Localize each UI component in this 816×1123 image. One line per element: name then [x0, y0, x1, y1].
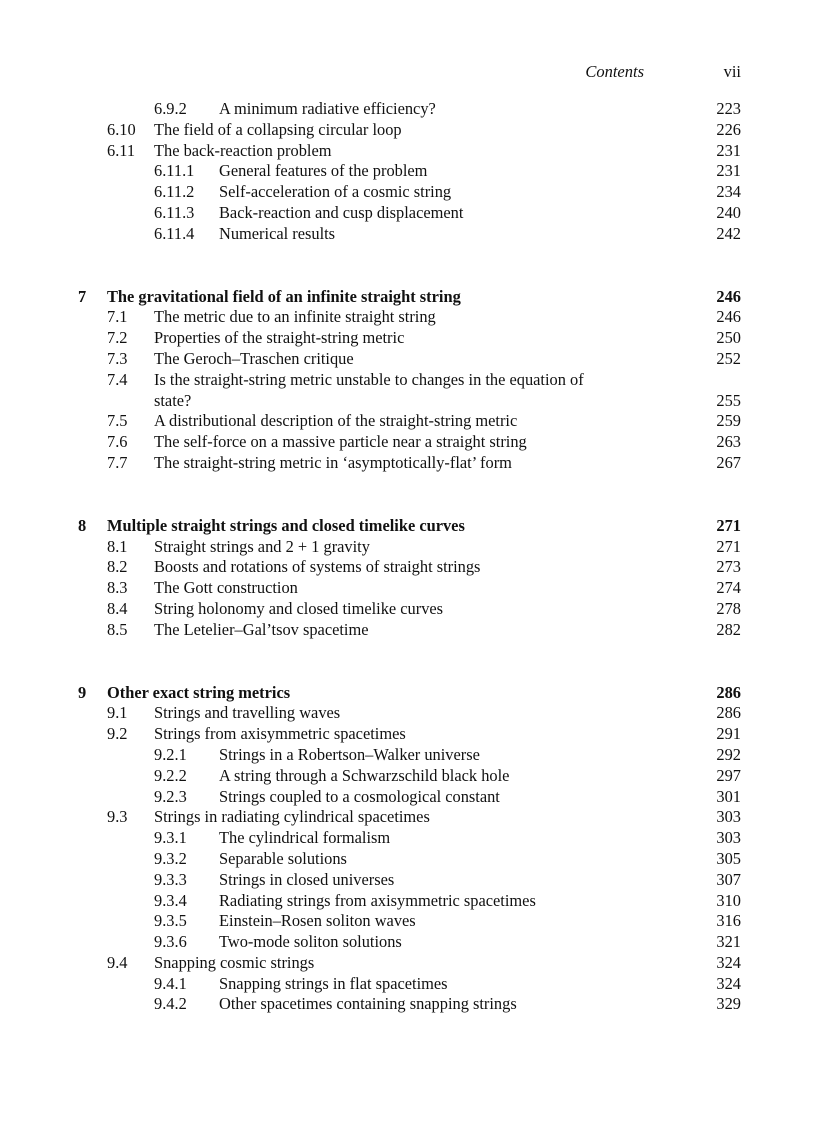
- entry-page-number: 278: [716, 598, 741, 618]
- entry-title: Snapping cosmic strings: [154, 952, 315, 972]
- toc-entry-section[interactable]: [0, 141, 816, 162]
- chapter-spacer: [0, 245, 816, 287]
- entry-page-number: 324: [716, 952, 741, 972]
- toc-entry-subsection[interactable]: [0, 766, 816, 787]
- entry-number: 7.5: [107, 411, 128, 431]
- entry-number: 8: [78, 515, 87, 535]
- entry-number: 8.4: [107, 598, 128, 618]
- entry-title: The Gott construction: [154, 578, 298, 598]
- entry-page-number: 242: [716, 223, 741, 243]
- toc-entry-chapter[interactable]: [0, 287, 816, 308]
- entry-number: 9.3.6: [154, 932, 187, 952]
- entry-page-number: 274: [716, 578, 741, 598]
- entry-number: 9.2.3: [154, 786, 187, 806]
- entry-page-number: 231: [716, 161, 741, 181]
- entry-title: The cylindrical formalism: [219, 828, 391, 848]
- entry-page-number: 303: [716, 828, 741, 848]
- entry-page-number: 301: [716, 786, 741, 806]
- entry-number: 6.11.3: [154, 202, 195, 222]
- toc-entry-subsection[interactable]: [0, 994, 816, 1015]
- entry-number: 9: [78, 682, 87, 702]
- entry-page-number: 271: [716, 536, 741, 556]
- entry-number: 7.1: [107, 307, 128, 327]
- entry-number: 8.2: [107, 557, 128, 577]
- entry-title: Back-reaction and cusp displacement: [219, 202, 464, 222]
- entry-title: Two-mode soliton solutions: [219, 932, 402, 952]
- entry-page-number: 267: [716, 452, 741, 472]
- toc-entry-section[interactable]: [0, 703, 816, 724]
- entry-page-number: 240: [716, 202, 741, 222]
- entry-page-number: 246: [716, 286, 741, 306]
- entry-title: Strings coupled to a cosmological constant: [219, 786, 500, 806]
- chapter-spacer: [0, 474, 816, 516]
- entry-page-number: 286: [716, 703, 741, 723]
- entry-title: Other exact string metrics: [107, 682, 291, 702]
- toc-entry-section[interactable]: [0, 453, 816, 474]
- entry-number: 8.5: [107, 619, 128, 639]
- entry-number: 8.1: [107, 536, 128, 556]
- entry-number: 7.7: [107, 452, 128, 472]
- entry-number: 9.4.1: [154, 973, 187, 993]
- toc-entry-section[interactable]: [0, 599, 816, 620]
- entry-page-number: 255: [716, 390, 741, 410]
- entry-page-number: 250: [716, 328, 741, 348]
- entry-title: Strings in a Robertson–Walker universe: [219, 744, 480, 764]
- entry-number: 7.6: [107, 432, 128, 452]
- entry-number: 7.4: [107, 369, 128, 389]
- entry-title: The gravitational field of an infinite straight string: [107, 286, 461, 306]
- entry-number: 7: [78, 286, 87, 306]
- entry-title: The straight-string metric in ‘asymptotically-flat’ form: [154, 452, 512, 472]
- toc-entry-section[interactable]: [0, 807, 816, 828]
- toc-entry-subsection[interactable]: [0, 891, 816, 912]
- entry-number: 8.3: [107, 578, 128, 598]
- entry-page-number: 310: [716, 890, 741, 910]
- entry-title: Other spacetimes containing snapping strings: [219, 994, 517, 1014]
- toc-entry-subsection[interactable]: [0, 932, 816, 953]
- toc-entry-chapter[interactable]: [0, 683, 816, 704]
- entry-title: Snapping strings in flat spacetimes: [219, 973, 448, 993]
- toc-entry-section[interactable]: [0, 307, 816, 328]
- entry-number: 9.4: [107, 952, 128, 972]
- toc-entry-subsection[interactable]: [0, 182, 816, 203]
- toc-entry-subsection[interactable]: [0, 787, 816, 808]
- entry-title: Radiating strings from axisymmetric spacetimes: [219, 890, 536, 910]
- entry-number: 9.2: [107, 724, 128, 744]
- entry-number: 6.11.2: [154, 182, 195, 202]
- entry-page-number: 271: [716, 515, 741, 535]
- entry-number: 9.4.2: [154, 994, 187, 1014]
- entry-page-number: 307: [716, 869, 741, 889]
- toc-entry-section[interactable]: [0, 432, 816, 453]
- toc-entry-subsection[interactable]: [0, 203, 816, 224]
- running-head-title: Contents: [585, 62, 644, 81]
- running-head-page-number: vii: [723, 62, 741, 81]
- entry-title: Multiple straight strings and closed timelike curves: [107, 515, 465, 535]
- entry-number: 9.3.4: [154, 890, 187, 910]
- entry-title: The back-reaction problem: [154, 140, 332, 160]
- entry-page-number: 286: [716, 682, 741, 702]
- entry-number: 6.9.2: [154, 99, 187, 118]
- entry-page-number: 291: [716, 724, 741, 744]
- toc-entry-section[interactable]: [0, 953, 816, 974]
- entry-title: The Geroch–Traschen critique: [154, 348, 354, 368]
- entry-page-number: 321: [716, 932, 741, 952]
- entry-number: 6.11: [107, 140, 136, 160]
- table-of-contents: [0, 99, 816, 1015]
- toc-entry-section[interactable]: [0, 120, 816, 141]
- entry-title: Strings from axisymmetric spacetimes: [154, 724, 406, 744]
- toc-entry-section[interactable]: [0, 537, 816, 558]
- entry-number: 9.3.1: [154, 828, 187, 848]
- entry-number: 9.3.2: [154, 848, 187, 868]
- toc-entry-subsection[interactable]: [0, 99, 816, 120]
- entry-title: The metric due to an infinite straight string: [154, 307, 436, 327]
- toc-entry-subsection[interactable]: [0, 911, 816, 932]
- entry-page-number: 303: [716, 807, 741, 827]
- entry-page-number: 223: [716, 99, 741, 118]
- toc-entry-section[interactable]: [0, 620, 816, 641]
- toc-entry-section[interactable]: [0, 578, 816, 599]
- entry-title: The self-force on a massive particle near a straight string: [154, 432, 527, 452]
- toc-entry-section[interactable]: [0, 557, 816, 578]
- entry-title: A distributional description of the straight-string metric: [154, 411, 518, 431]
- toc-entry-subsection[interactable]: [0, 870, 816, 891]
- entry-number: 7.3: [107, 348, 128, 368]
- toc-entry-section[interactable]: [0, 328, 816, 349]
- entry-page-number: 305: [716, 848, 741, 868]
- entry-number: 9.1: [107, 703, 128, 723]
- entry-title: Numerical results: [219, 223, 336, 243]
- entry-title: A string through a Schwarzschild black hole: [219, 765, 510, 785]
- entry-number: 6.11.4: [154, 223, 195, 243]
- toc-entry-subsection[interactable]: [0, 849, 816, 870]
- entry-title: General features of the problem: [219, 161, 428, 181]
- entry-title: Self-acceleration of a cosmic string: [219, 182, 452, 202]
- entry-number: 9.2.1: [154, 744, 187, 764]
- entry-title: Strings and travelling waves: [154, 703, 341, 723]
- toc-entry-chapter[interactable]: [0, 516, 816, 537]
- entry-page-number: 252: [716, 348, 741, 368]
- entry-page-number: 292: [716, 744, 741, 764]
- entry-page-number: 297: [716, 765, 741, 785]
- toc-entry-subsection[interactable]: [0, 745, 816, 766]
- entry-number: 9.3: [107, 807, 128, 827]
- entry-title: String holonomy and closed timelike curves: [154, 598, 444, 618]
- entry-title: Boosts and rotations of systems of straight strings: [154, 557, 481, 577]
- toc-entry-section[interactable]: [0, 724, 816, 745]
- entry-page-number: 231: [716, 140, 741, 160]
- entry-number: 7.2: [107, 328, 128, 348]
- entry-title: The field of a collapsing circular loop: [154, 119, 402, 139]
- entry-page-number: 316: [716, 911, 741, 931]
- entry-page-number: 324: [716, 973, 741, 993]
- entry-title: A minimum radiative efficiency?: [219, 99, 436, 118]
- toc-entry-continuation[interactable]: [0, 391, 816, 412]
- toc-entry-subsection[interactable]: [0, 224, 816, 245]
- entry-title: Is the straight-string metric unstable to changes in the equation of: [154, 369, 584, 389]
- toc-entry-section[interactable]: [0, 411, 816, 432]
- entry-page-number: 259: [716, 411, 741, 431]
- entry-number: 6.10: [107, 119, 136, 139]
- entry-page-number: 226: [716, 119, 741, 139]
- entry-number: 9.3.5: [154, 911, 187, 931]
- toc-entry-subsection[interactable]: [0, 161, 816, 182]
- entry-page-number: 234: [716, 182, 741, 202]
- entry-number: 9.3.3: [154, 869, 187, 889]
- entry-title: state?: [154, 390, 192, 410]
- entry-page-number: 329: [716, 994, 741, 1014]
- toc-entry-subsection[interactable]: [0, 974, 816, 995]
- entry-title: Einstein–Rosen soliton waves: [219, 911, 416, 931]
- toc-entry-section[interactable]: [0, 370, 816, 391]
- entry-page-number: 263: [716, 432, 741, 452]
- entry-title: Properties of the straight-string metric: [154, 328, 405, 348]
- toc-entry-subsection[interactable]: [0, 828, 816, 849]
- entry-page-number: 282: [716, 619, 741, 639]
- entry-title: The Letelier–Gal’tsov spacetime: [154, 619, 369, 639]
- running-head: [0, 62, 816, 82]
- chapter-spacer: [0, 641, 816, 683]
- entry-title: Straight strings and 2 + 1 gravity: [154, 536, 370, 556]
- entry-page-number: 246: [716, 307, 741, 327]
- entry-number: 6.11.1: [154, 161, 195, 181]
- toc-entry-section[interactable]: [0, 349, 816, 370]
- entry-title: Strings in closed universes: [219, 869, 395, 889]
- entry-number: 9.2.2: [154, 765, 187, 785]
- entry-title: Strings in radiating cylindrical spacetimes: [154, 807, 430, 827]
- entry-page-number: 273: [716, 557, 741, 577]
- entry-title: Separable solutions: [219, 848, 347, 868]
